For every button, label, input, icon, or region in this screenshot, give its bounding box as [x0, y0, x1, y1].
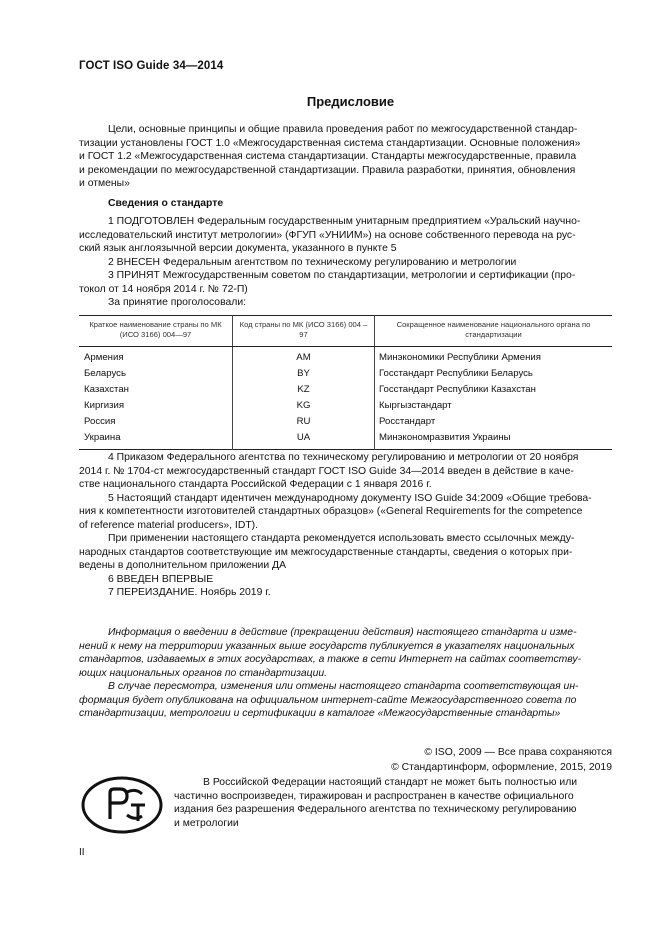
table-row: [79, 347, 612, 367]
country-cell: Беларусь: [79, 366, 233, 382]
item-line: ния к компетентности изготовителей стандартных образцов» («General Requirements for the competence: [79, 506, 583, 517]
body-cell: Минэкономразвития Украины: [379, 432, 511, 443]
intro-line: Цели, основные принципы и общие правила проведения работ по межгосударственной стандар-: [108, 124, 578, 135]
country-cell: Россия: [79, 414, 233, 430]
info-line: За принятие проголосовали:: [108, 297, 247, 308]
code-cell: KZ: [233, 382, 375, 398]
code-cell: KG: [233, 398, 375, 414]
column-header-code: Код страны по МК (ИСО 3166) 004 – 97: [233, 316, 375, 347]
intro-line: тизации установлены ГОСТ 1.0 «Межгосударственная система стандартизации. Основные положения»: [79, 137, 581, 149]
column-header-body: Сокращенное наименование национального органа по стандартизации: [375, 316, 613, 347]
item-line: 7 ПЕРЕИЗДАНИЕ. Ноябрь 2019 г.: [108, 587, 271, 598]
info-line: 1 ПОДГОТОВЛЕН Федеральным государственным унитарным предприятием «Уральский научно-: [108, 216, 581, 227]
page-title: Предисловие: [306, 94, 395, 109]
italic-line: стандартов, издаваемых в этих государствах, а также в сети Интернет на сайтах соответству-: [79, 654, 582, 665]
body-cell: Госстандарт Республики Казахстан: [379, 384, 536, 395]
document-header: ГОСТ ISO Guide 34—2014: [79, 60, 224, 72]
item-line: 4 Приказом Федерального агентства по техническому регулированию и метрологии от 20 ноября: [108, 452, 579, 463]
body-cell: Минэкономики Республики Армения: [379, 352, 541, 363]
notice-line: издания без разрешения Федерального агентства по техническому регулированию: [174, 804, 577, 815]
italic-line: В случае пересмотра, изменения или отмены настоящего стандарта соответствующая ин-: [108, 681, 579, 692]
table-row: [79, 414, 612, 430]
notice-line: частично воспроизведен, тиражирован и распространен в качестве официального: [174, 790, 574, 802]
item-line: 5 Настоящий стандарт идентичен международному документу ISO Guide 34:2009 «Общие требова-: [108, 492, 592, 504]
section-heading: Сведения о стандарте: [108, 198, 224, 209]
notice-line: и метрологии: [174, 817, 239, 829]
info-line: ский язык англоязычной версии документа, указанного в пункте 5: [79, 243, 397, 254]
rst-certification-mark-icon: [80, 775, 164, 835]
intro-line: и ГОСТ 1.2 «Межгосударственная система стандартизации. Стандарты межгосударственные, правила: [79, 151, 577, 162]
copyright-line: © ISO, 2009 — Все права сохраняются: [424, 747, 612, 758]
table-row: [79, 382, 612, 398]
standard-items: [79, 451, 612, 600]
italic-line: формация будет опубликована на официальном интернет-сайте Межгосударственного совета по: [79, 694, 577, 706]
table-row: [79, 366, 612, 382]
body-cell: Росстандарт: [379, 416, 436, 427]
info-line: 3 ПРИНЯТ Межгосударственным советом по стандартизации, метрологии и сертификации (про-: [108, 270, 576, 281]
item-line: ведены в дополнительном приложении ДА: [79, 560, 287, 571]
item-line: народных стандартов соответствующие им межгосударственные стандарты, сведения о которых при-: [79, 546, 573, 558]
intro-line: и отмены»: [79, 178, 130, 189]
intro-paragraph: [79, 123, 612, 191]
italic-line: стандартизации, метрологии и сертификации в каталоге «Межгосударственные стандарты»: [79, 708, 561, 719]
voting-states-table: [79, 315, 612, 450]
country-cell: Армения: [79, 347, 233, 367]
body-cell: Кыргызстандарт: [379, 400, 452, 411]
item-line: 2014 г. № 1704-ст межгосударственный стандарт ГОСТ ISO Guide 34—2014 введен в действие в каче-: [79, 465, 574, 477]
italic-line: Информация о введении в действие (прекращении действия) настоящего стандарта и изме-: [108, 627, 577, 638]
publication-info: [79, 626, 612, 721]
item-line: стве национального стандарта Российской Федерации с 1 января 2016 г.: [79, 479, 432, 490]
country-cell: Украина: [79, 430, 233, 450]
country-cell: Киргизия: [79, 398, 233, 414]
item-line: 6 ВВЕДЕН ВПЕРВЫЕ: [108, 573, 214, 585]
table-row: [79, 398, 612, 414]
copyright-line: © Стандартинформ, оформление, 2015, 2019: [391, 762, 612, 773]
standard-info: [79, 215, 612, 310]
italic-line: нений к нему на территории указанных выше государств публикуется в указателях национальных: [79, 640, 575, 652]
notice-line: В Российской Федерации настоящий стандарт не может быть полностью или: [203, 777, 578, 788]
reproduction-notice: [174, 776, 612, 830]
country-cell: Казахстан: [79, 382, 233, 398]
code-cell: BY: [233, 366, 375, 382]
item-line: of reference material producers», IDT).: [79, 519, 259, 531]
body-cell: Госстандарт Республики Беларусь: [379, 368, 533, 379]
table-row: [79, 430, 612, 450]
info-line: исследовательский институт метрологии» (ФГУП «УНИИМ») на основе собственного перевода на рус-: [79, 229, 576, 241]
intro-line: и рекомендации по межгосударственной стандартизации. Правила разработки, принятия, обновления: [79, 164, 576, 176]
info-line: 2 ВНЕСЕН Федеральным агентством по техническому регулированию и метрологии: [108, 256, 517, 268]
copyright-block: [391, 745, 612, 775]
item-line: При применении настоящего стандарта рекомендуется использовать вместо ссылочных между-: [108, 533, 575, 544]
code-cell: UA: [233, 430, 375, 450]
column-header-country: Краткое наименование страны по МК (ИСО 3166) 004—97: [79, 316, 233, 347]
page-number: II: [79, 847, 85, 858]
italic-line: ющих национальных органов по стандартизации.: [79, 667, 328, 679]
code-cell: AM: [233, 347, 375, 367]
info-line: токол от 14 ноября 2014 г. № 72-П): [79, 283, 248, 295]
table-header-row: [79, 316, 612, 347]
code-cell: RU: [233, 414, 375, 430]
